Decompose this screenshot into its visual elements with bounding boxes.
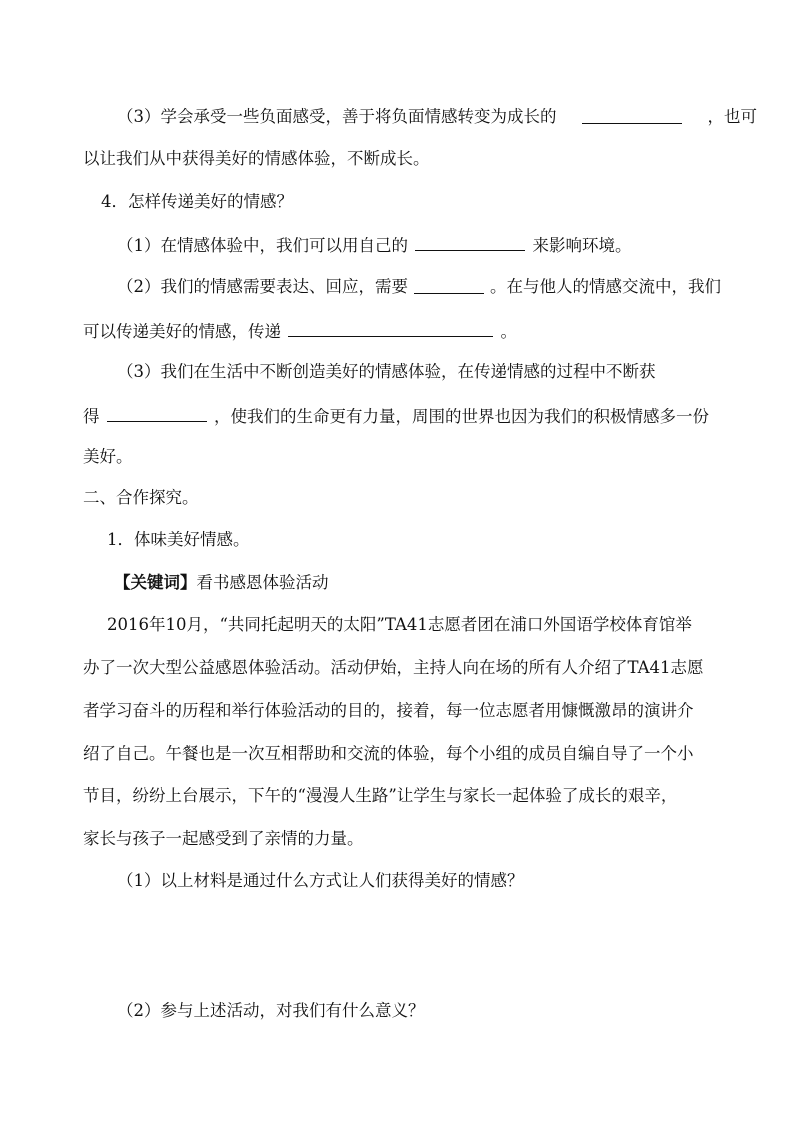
q4-item3-line-2 — [83, 405, 723, 427]
q3-learn-text-2: ，也可 — [707, 107, 757, 126]
q3-learn-line-2: 以让我们从中获得美好的情感体验，不断成长。 — [83, 149, 430, 168]
q3-learn-text-1: （3）学会承受一些负面感受，善于将负面情感转变为成长的 — [117, 107, 557, 126]
question-1: （1）以上材料是通过什么方式让人们获得美好的情感？ — [117, 871, 524, 890]
paragraph-line: 节目，纷纷上台展示，下午的“漫漫人生路”让学生与家长一起体验了成长的艰辛， — [83, 786, 678, 805]
keyword-line — [114, 573, 329, 593]
q4-item2-text-3: 可以传递美好的情感，传递 — [83, 322, 281, 341]
keyword-label: 【关键词】 — [114, 573, 197, 592]
q3-learn-line-1 — [117, 107, 757, 127]
q4-item3-line-3: 美好。 — [83, 447, 133, 466]
q4-item3-text-3: ，使我们的生命更有力量，周围的世界也因为我们的积极情感多一份 — [214, 407, 709, 426]
answer-blank[interactable] — [288, 320, 493, 337]
answer-blank[interactable] — [582, 107, 682, 124]
paragraph-line: 绍了自己。午餐也是一次互相帮助和交流的体验，每个小组的成员自编自导了一个小 — [83, 744, 694, 763]
q4-item3-text-2: 得 — [83, 407, 100, 426]
q4-item1 — [117, 234, 632, 256]
q4-item1-text-2: 来影响环境。 — [532, 236, 632, 255]
answer-blank[interactable] — [415, 234, 525, 251]
keyword-text: 看书感恩体验活动 — [196, 573, 329, 592]
answer-blank[interactable] — [107, 405, 207, 422]
section-heading: 二、合作探究。 — [83, 488, 199, 507]
sub-heading: 1．体味美好情感。 — [107, 530, 250, 549]
answer-blank[interactable] — [414, 277, 484, 294]
q4-item2-text-1: （2）我们的情感需要表达、回应，需要 — [117, 277, 408, 296]
q4-title: 4．怎样传递美好的情感？ — [101, 192, 293, 211]
q4-item3-text-1: （3）我们在生活中不断创造美好的情感体验，在传递情感的过程中不断获 — [117, 362, 656, 381]
q4-item2-text-4: 。 — [500, 322, 517, 341]
q4-item3-line-1 — [117, 362, 721, 382]
q4-item2-line-1 — [117, 277, 721, 297]
paragraph-line: 者学习奋斗的历程和举行体验活动的目的，接着，每一位志愿者用慷慨激昂的演讲介 — [83, 701, 694, 720]
q4-item1-text-1: （1）在情感体验中，我们可以用自己的 — [117, 236, 408, 255]
paragraph-line: 办了一次大型公益感恩体验活动。活动伊始，主持人向在场的所有人介绍了TA41志愿 — [83, 658, 704, 677]
question-2: （2）参与上述活动，对我们有什么意义？ — [117, 1001, 425, 1020]
q4-item2-text-2: 。在与他人的情感交流中，我们 — [490, 277, 721, 296]
paragraph-line: 2016年10月，“共同托起明天的太阳”TA41志愿者团在浦口外国语学校体育馆举 — [107, 615, 692, 634]
q4-item2-line-2 — [83, 320, 517, 342]
paragraph-line: 家长与孩子一起感受到了亲情的力量。 — [83, 829, 364, 848]
